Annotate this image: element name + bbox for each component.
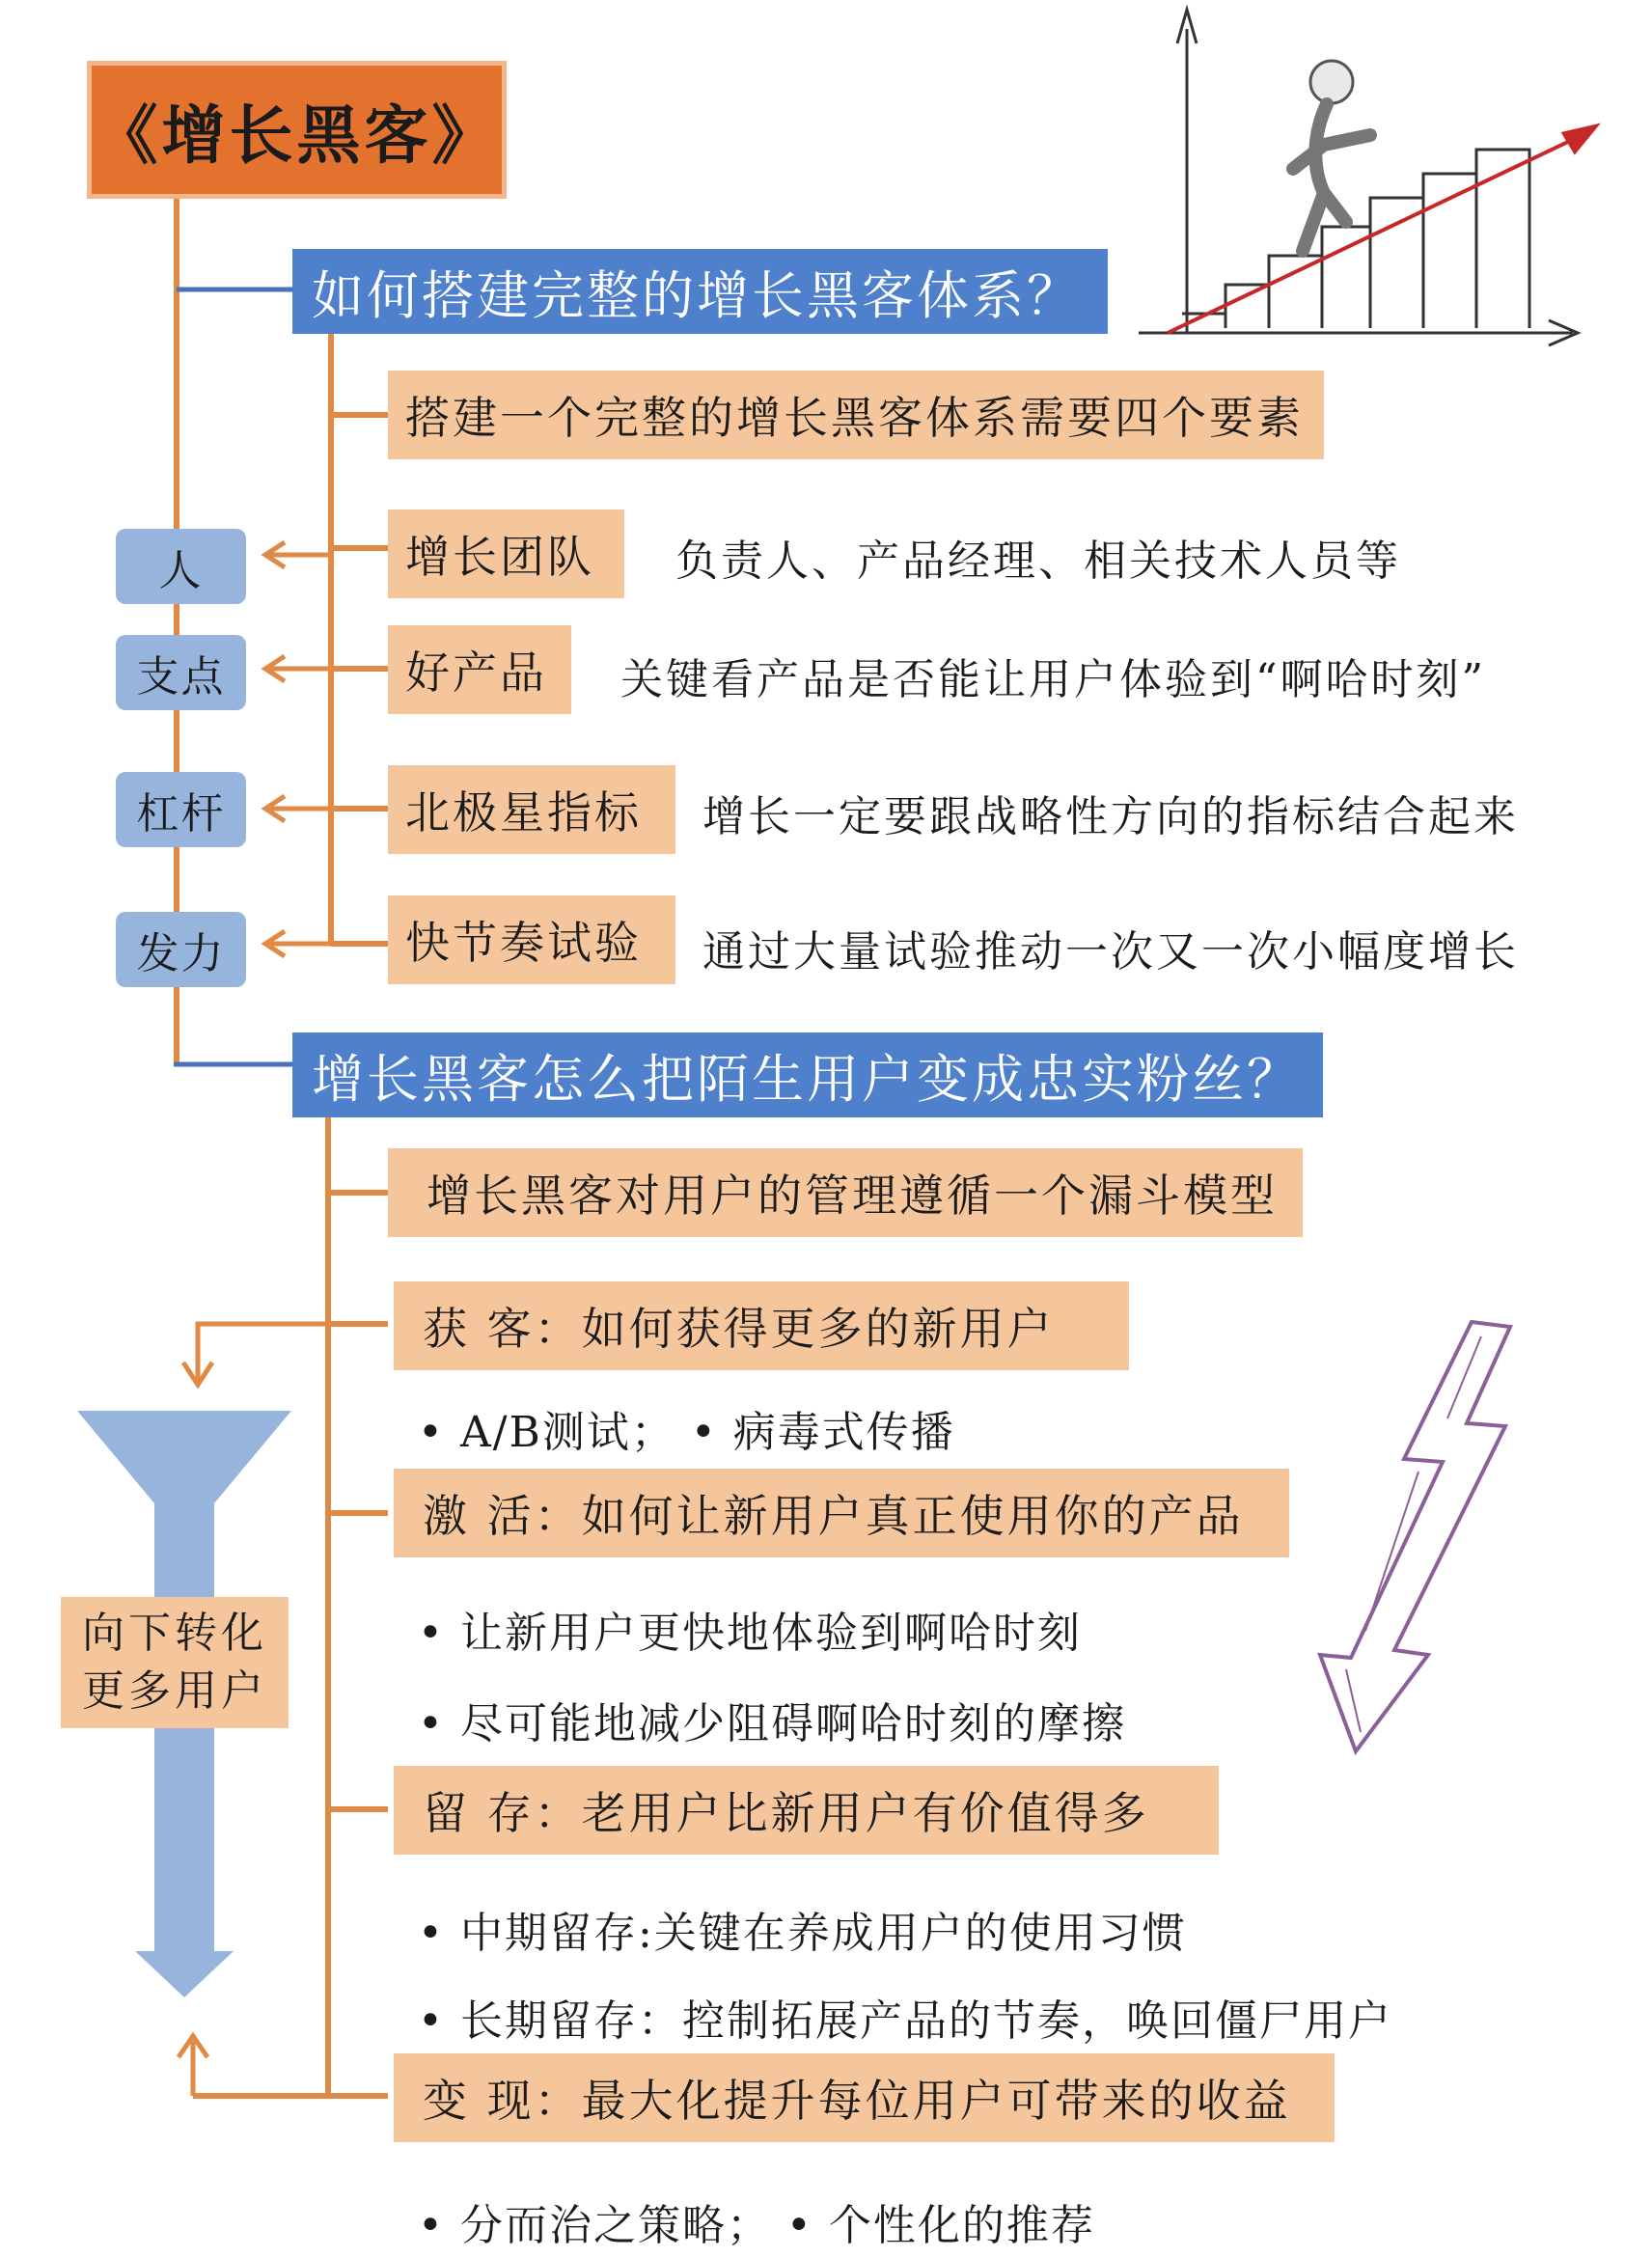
stage-retention: 留 存：老用户比新用户有价值得多 [394, 1766, 1219, 1855]
stage-activation-bullet-1: • 让新用户更快地体验到啊哈时刻 [418, 1609, 1082, 1658]
main-title: 《增长黑客》 [87, 61, 507, 199]
question1-heading: 如何搭建完整的增长黑客体系？ [292, 249, 1108, 334]
element-north-star-metric: 北极星指标 [388, 765, 675, 854]
side-label-force: 发力 [116, 912, 246, 987]
stairs-growth-sketch [1139, 10, 1597, 345]
element-arrows [265, 542, 331, 956]
side-label-person: 人 [116, 529, 246, 604]
stage-activation: 激 活：如何让新用户真正使用你的产品 [394, 1469, 1289, 1557]
element-growth-team: 增长团队 [388, 509, 624, 598]
downward-zigzag-arrow-sketch [1320, 1322, 1510, 1751]
funnel-label-line1: 向下转化 [82, 1609, 267, 1658]
element-fast-experiments-desc: 通过大量试验推动一次又一次小幅度增长 [702, 927, 1519, 977]
stage-acquisition-bullet: • A/B测试； • 病毒式传播 [418, 1408, 955, 1457]
stage-acquisition: 获 客：如何获得更多的新用户 [394, 1281, 1129, 1370]
stage-retention-bullet-1: • 中期留存:关键在养成用户的使用习惯 [418, 1909, 1187, 1958]
funnel-label [61, 1597, 289, 1728]
stage-activation-bullet-2: • 尽可能地减少阻碍啊哈时刻的摩擦 [418, 1699, 1126, 1748]
stage-retention-bullet-2: • 长期留存：控制拓展产品的节奏，唤回僵尸用户 [418, 1996, 1392, 2046]
stage-monetization-bullet: • 分而治之策略； • 个性化的推荐 [418, 2201, 1095, 2250]
element-good-product: 好产品 [388, 625, 571, 714]
funnel-label-line2: 更多用户 [82, 1666, 267, 1716]
section1-intro: 搭建一个完整的增长黑客体系需要四个要素 [388, 371, 1324, 459]
element-good-product-desc: 关键看产品是否能让用户体验到“啊哈时刻” [620, 655, 1486, 704]
funnel-exit-arrow [179, 2036, 207, 2096]
element-north-star-desc: 增长一定要跟战略性方向的指标结合起来 [702, 792, 1519, 841]
element-growth-team-desc: 负责人、产品经理、相关技术人员等 [675, 537, 1401, 586]
side-label-fulcrum: 支点 [116, 635, 246, 710]
side-label-lever: 杠杆 [116, 772, 246, 847]
funnel-entry-arrow [183, 1324, 328, 1385]
question2-heading: 增长黑客怎么把陌生用户变成忠实粉丝？ [292, 1032, 1323, 1117]
element-fast-experiments: 快节奏试验 [388, 895, 675, 984]
stage-monetization: 变 现：最大化提升每位用户可带来的收益 [394, 2053, 1335, 2142]
section2-intro: 增长黑客对用户的管理遵循一个漏斗模型 [388, 1148, 1303, 1237]
